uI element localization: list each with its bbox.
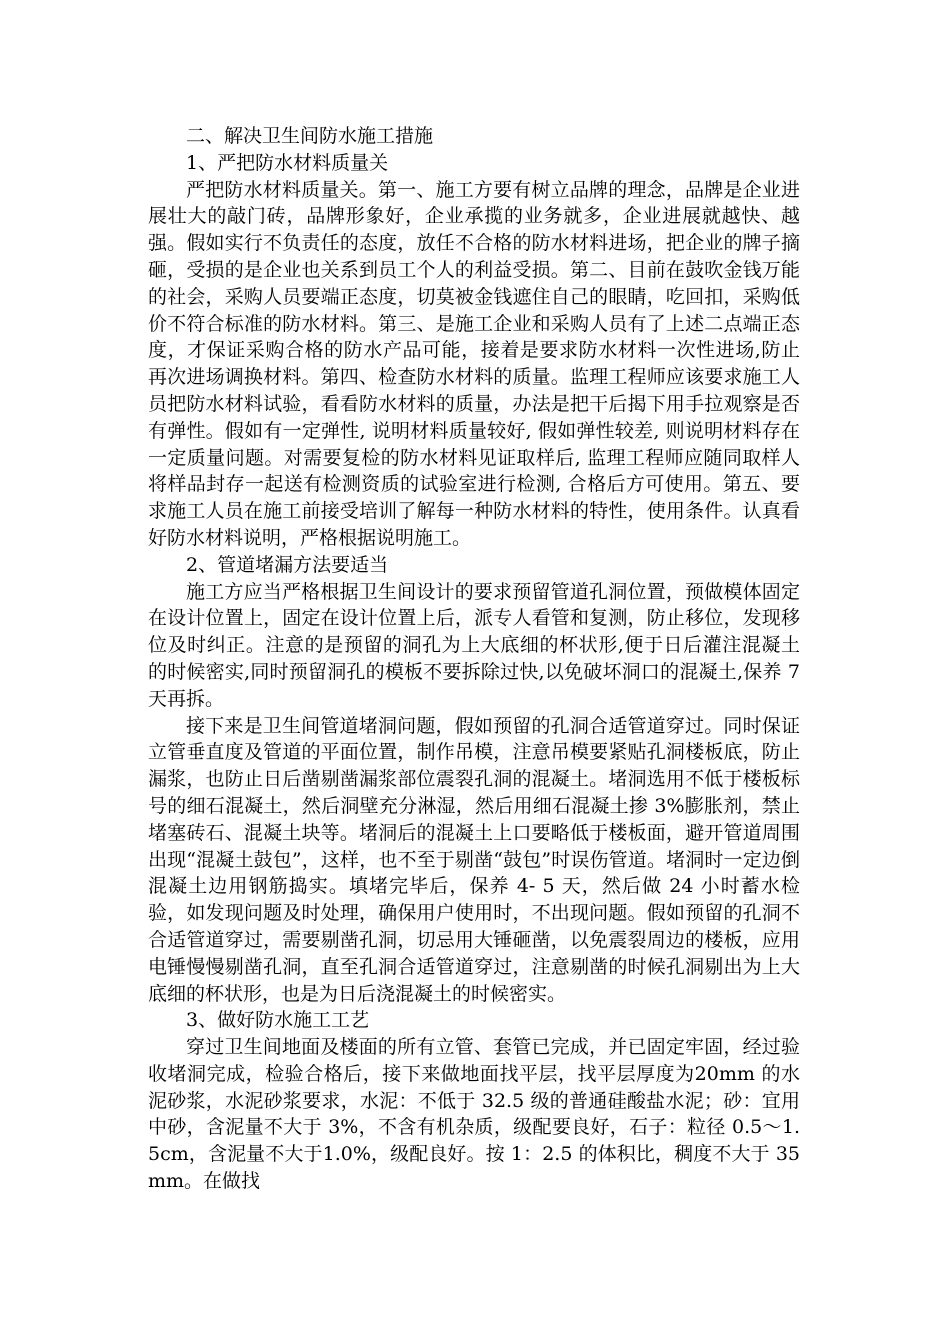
subsection-heading-1: 1、严把防水材料质量关: [186, 151, 389, 174]
document-page: [148, 123, 800, 1195]
subsection-heading-2: 2、管道堵漏方法要适当: [186, 553, 389, 576]
paragraph: 施工方应当严格根据卫生间设计的要求预留管道孔洞位置，预做模体固定在设计位置上，固定在设计位置上后，派专人看管和复测，防止移位，发现移位及时纠正。注意的是预留的洞孔为上大底细的杯状形,便于日后灌注混凝土的时候密实,同时预留洞孔的模板不要拆除过快,以免破坏洞口的混凝土,保养 7 天再拆。: [148, 580, 800, 710]
paragraph: 接下来是卫生间管道堵洞问题，假如预留的孔洞合适管道穿过。同时保证立管垂直度及管道的平面位置，制作吊模，注意吊模要紧贴孔洞楼板底，防止漏浆，也防止日后凿剔凿漏浆部位震裂孔洞的混凝土。堵洞选用不低于楼板标号的细石混凝土，然后洞壁充分淋湿，然后用细石混凝土掺 3%膨胀剂，禁止堵塞砖石、混凝土块等。堵洞后的混凝土上口要略低于楼板面，避开管道周围出现“混凝土鼓包”，这样，也不至于剔凿“鼓包”时误伤管道。堵洞时一定边倒混凝土边用钢筋捣实。填堵完毕后，保养 4- 5 天，然后做 24 小时蓄水检验，如发现问题及时处理，确保用户使用时，不出现问题。假如预留的孔洞不合适管道穿过，需要剔凿孔洞，切忌用大锤砸凿，以免震裂周边的楼板，应用电锤慢慢剔凿孔洞，直至孔洞合适管道穿过，注意剔凿的时候孔洞剔出为上大底细的杯状形，也是为日后浇混凝土的时候密实。: [148, 714, 800, 1005]
subsection-heading-3: 3、做好防水施工工艺: [186, 1009, 370, 1032]
paragraph: 穿过卫生间地面及楼面的所有立管、套管已完成，并已固定牢固，经过验收堵洞完成，检验合格后，接下来做地面找平层，找平层厚度为20mm 的水泥砂浆，水泥砂浆要求，水泥：不低于 32.5 级的普通硅酸盐水泥；砂：宜用中砂，含泥量不大于 3%，不含有机杂质，级配要良好，石子：粒径 0.5～1.5cm，含泥量不大于1.0%，级配良好。按 1：2.5 的体积比，稠度不大于 35mm。在做找: [148, 1036, 800, 1193]
section-title: 二、解决卫生间防水施工措施: [186, 125, 434, 147]
paragraph: 严把防水材料质量关。第一、施工方要有树立品牌的理念，品牌是企业进展壮大的敲门砖，品牌形象好，企业承揽的业务就多，企业进展就越快、越强。假如实行不负责任的态度，放任不合格的防水材料进场，把企业的牌子摘砸，受损的是企业也关系到员工个人的利益受损。第二、目前在鼓吹金钱万能的社会，采购人员要端正态度，切莫被金钱遮住自己的眼睛，吃回扣，采购低价不符合标准的防水材料。第三、是施工企业和采购人员有了上述二点端正态度，才保证采购合格的防水产品可能，接着是要求防水材料一次性进场,防止再次进场调换材料。第四、检查防水材料的质量。监理工程师应该要求施工人员把防水材料试验，看看防水材料的质量，办法是把干后揭下用手拉观察是否有弹性。假如有一定弹性, 说明材料质量较好, 假如弹性较差, 则说明材料存在一定质量问题。对需要复检的防水材料见证取样后, 监理工程师应随同取样人将样品封存一起送有检测资质的试验室进行检测, 合格后方可使用。第五、要求施工人员在施工前接受培训了解每一种防水材料的特性，使用条件。认真看好防水材料说明，严格根据说明施工。: [148, 178, 800, 549]
